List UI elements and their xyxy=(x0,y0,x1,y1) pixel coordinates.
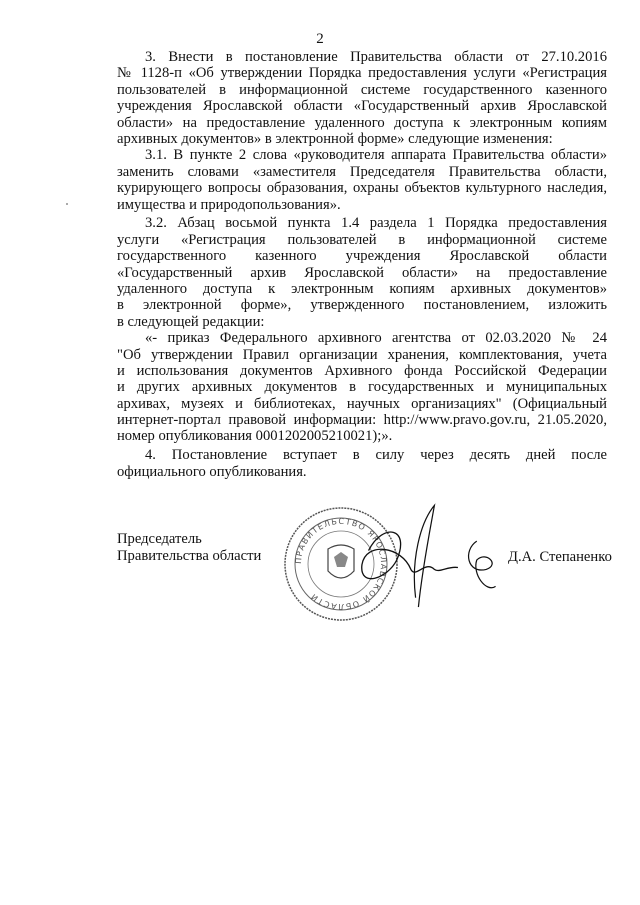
seal-text: ПРАВИТЕЛЬСТВО ЯРОСЛАВСКОЙ ОБЛАСТИ xyxy=(293,516,389,612)
paragraph-5-line: официального опубликования. xyxy=(117,463,307,480)
document-body xyxy=(117,49,607,480)
paragraph-2-line: курирующего вопросы образования, охраны объектов культурного наследия, xyxy=(117,180,607,197)
paragraph-1-line: архивных документов» в электронной форме» следующие изменения: xyxy=(117,130,553,147)
position-line-2: Правительства области xyxy=(117,547,262,564)
paragraph-5-line: 4. Постановление вступает в силу через десять дней после xyxy=(145,447,607,464)
page-number: 2 xyxy=(316,31,324,47)
paragraph-4-line: и других архивных документов в государственных и муниципальных xyxy=(117,379,607,396)
signatory-position xyxy=(117,531,261,564)
paragraph-4-line: «- приказ Федерального архивного агентства от 02.03.2020 № 24 xyxy=(145,330,607,347)
paragraph-4-line: архивах, музеях и библиотеках, научных организациях" (Официальный xyxy=(117,395,607,412)
paragraph-4-line: номер опубликования 0001202005210021);». xyxy=(117,428,393,445)
paragraph-3-line: государственного казенного учреждения Ярославской области xyxy=(117,248,607,265)
paragraph-3-line: «Государственный архив Ярославской области» на предоставление xyxy=(117,264,607,281)
handwritten-signature xyxy=(345,500,505,625)
paragraph-4-line: "Об утверждении Правил организации хранения, комплектования, учета xyxy=(117,346,607,363)
paragraph-3-line: удаленного доступа к электронным копиям архивных документов» xyxy=(117,280,607,297)
paragraph-2-line: имущества и природопользования». xyxy=(117,196,341,213)
paragraph-4-line: и использования документов Архивного фонда Российской Федерации xyxy=(117,362,607,379)
paragraph-2-line: 3.1. В пункте 2 слова «руководителя аппарата Правительства области» xyxy=(145,147,607,164)
paragraph-1-line: 3. Внести в постановление Правительства области от 27.10.2016 xyxy=(145,49,607,65)
signatory-name: Д.А. Степаненко xyxy=(508,549,612,565)
paragraph-3-line: услуги «Регистрация пользователей в информационной системе xyxy=(117,231,607,248)
paragraph-4-line: интернет-портал правовой информации: http://www.pravo.gov.ru, 21.05.2020, xyxy=(117,412,607,429)
scan-speck xyxy=(66,203,68,205)
paragraph-2-line: заменить словами «заместителя Председателя Правительства области, xyxy=(117,163,607,180)
paragraph-1-line: учреждения Ярославской области «Государственный архив Ярославской xyxy=(117,98,607,115)
paragraph-1-line: № 1128-п «Об утверждении Порядка предоставления услуги «Регистрация xyxy=(117,65,607,82)
paragraph-1-line: пользователей в информационной системе государственного казенного xyxy=(117,81,607,98)
position-line-1: Председатель xyxy=(117,531,202,547)
paragraph-3-line: в электронной форме», утвержденного постановлением, изложить xyxy=(117,297,607,314)
paragraph-1-line: области» на предоставление удаленного доступа к электронным копиям xyxy=(117,114,607,131)
paragraph-3-line: в следующей редакции: xyxy=(117,313,265,330)
paragraph-3-line: 3.2. Абзац восьмой пункта 1.4 раздела 1 Порядка предоставления xyxy=(145,215,607,232)
